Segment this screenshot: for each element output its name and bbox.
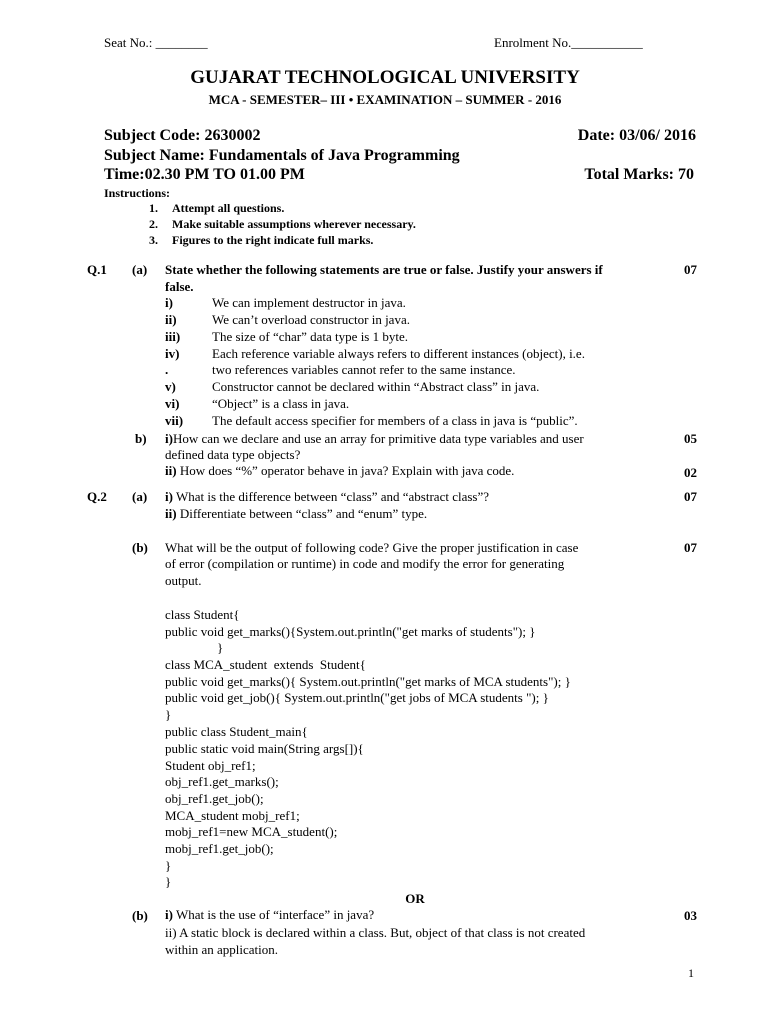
item-number: i) xyxy=(165,295,173,310)
code-line: public static void main(String args[]){ xyxy=(165,741,364,756)
code-line: } xyxy=(165,640,224,655)
marks: 07 xyxy=(684,489,697,504)
question-text: What will be the output of following code? Give the proper justification in case xyxy=(165,540,579,555)
marks: 07 xyxy=(684,540,697,555)
instruction-num: 3. xyxy=(149,233,158,247)
part-label: (b) xyxy=(132,908,148,923)
code-line: public void get_marks(){System.out.println("get marks of students"); } xyxy=(165,624,536,639)
marks: 05 xyxy=(684,431,697,446)
code-line: } xyxy=(165,707,172,722)
item-text: The default access specifier for members of a class in java is “public”. xyxy=(212,413,578,428)
item-number: iv) xyxy=(165,346,180,361)
sub-text: How does “%” operator behave in java? Explain with java code. xyxy=(176,463,515,478)
marks: 03 xyxy=(684,908,697,923)
sub-text: What is the difference between “class” and “abstract class”? xyxy=(172,489,490,504)
part-label: (a) xyxy=(132,262,148,277)
sub-label: ii) xyxy=(165,506,177,521)
code-line: Student obj_ref1; xyxy=(165,758,256,773)
item-number: . xyxy=(165,362,169,377)
page-number: 1 xyxy=(688,966,694,980)
question-text: ii) A static block is declared within a class. But, object of that class is not created xyxy=(165,925,586,940)
code-line: mobj_ref1=new MCA_student(); xyxy=(165,824,338,839)
item-number: v) xyxy=(165,379,176,394)
question-label: Q.2 xyxy=(87,489,107,504)
item-text: We can implement destructor in java. xyxy=(212,295,406,310)
instructions-heading: Instructions: xyxy=(104,186,171,200)
sub-text: How can we declare and use an array for primitive data type variables and user xyxy=(172,431,584,446)
question-text: within an application. xyxy=(165,942,279,957)
sub-label: i) xyxy=(165,489,173,504)
exam-title: MCA - SEMESTER– III • EXAMINATION – SUMMER - 2016 xyxy=(208,92,562,107)
total-marks: Total Marks: 70 xyxy=(584,166,694,183)
question-text: false. xyxy=(165,279,194,294)
code-line: mobj_ref1.get_job(); xyxy=(165,841,274,856)
or-separator: OR xyxy=(405,891,425,906)
instruction-num: 2. xyxy=(149,217,158,231)
item-number: vii) xyxy=(165,413,184,428)
item-text: We can’t overload constructor in java. xyxy=(212,312,410,327)
item-text: Each reference variable always refers to different instances (object), i.e. xyxy=(212,346,585,361)
subject-code: Subject Code: 2630002 xyxy=(104,127,261,144)
code-line: obj_ref1.get_job(); xyxy=(165,791,264,806)
code-line: public class Student_main{ xyxy=(165,724,308,739)
exam-time: Time:02.30 PM TO 01.00 PM xyxy=(104,166,305,183)
item-number: iii) xyxy=(165,329,181,344)
part-label: b) xyxy=(135,431,147,446)
exam-date: Date: 03/06/ 2016 xyxy=(577,127,696,144)
marks: 02 xyxy=(684,465,697,480)
question-text xyxy=(165,506,427,523)
question-text xyxy=(165,907,374,924)
subject-name: Subject Name: Fundamentals of Java Programming xyxy=(104,147,460,164)
code-line: } xyxy=(165,858,172,873)
question-text: defined data type objects? xyxy=(165,447,301,462)
seat-no: Seat No.: ________ xyxy=(104,35,208,50)
code-line: obj_ref1.get_marks(); xyxy=(165,774,279,789)
university-title: GUJARAT TECHNOLOGICAL UNIVERSITY xyxy=(190,67,580,88)
question-text xyxy=(165,431,584,448)
item-text: “Object” is a class in java. xyxy=(212,396,350,411)
question-text: State whether the following statements are true or false. Justify your answers if xyxy=(165,262,603,277)
part-label: (a) xyxy=(132,489,148,504)
instruction-text: Figures to the right indicate full marks. xyxy=(172,233,374,247)
instruction-text: Attempt all questions. xyxy=(172,201,285,215)
question-text xyxy=(165,463,514,480)
question-text xyxy=(165,489,489,506)
item-text: two references variables cannot refer to the same instance. xyxy=(212,362,516,377)
code-line: } xyxy=(165,874,172,889)
sub-label: ii) xyxy=(165,463,177,478)
item-text: The size of “char” data type is 1 byte. xyxy=(212,329,408,344)
question-label: Q.1 xyxy=(87,262,107,277)
instruction-num: 1. xyxy=(149,201,158,215)
item-text: Constructor cannot be declared within “Abstract class” in java. xyxy=(212,379,540,394)
code-line: public void get_job(){ System.out.println("get jobs of MCA students "); } xyxy=(165,690,549,705)
item-number: vi) xyxy=(165,396,180,411)
instruction-text: Make suitable assumptions wherever necessary. xyxy=(172,217,416,231)
code-line: MCA_student mobj_ref1; xyxy=(165,808,300,823)
sub-text: What is the use of “interface” in java? xyxy=(172,907,375,922)
sub-label: i) xyxy=(165,907,173,922)
marks: 07 xyxy=(684,262,697,277)
question-text: of error (compilation or runtime) in code and modify the error for generating xyxy=(165,556,565,571)
sub-label: i) xyxy=(165,431,173,446)
part-label: (b) xyxy=(132,540,148,555)
question-text: output. xyxy=(165,573,202,588)
code-line: public void get_marks(){ System.out.println("get marks of MCA students"); } xyxy=(165,674,571,689)
enrolment-no: Enrolment No.___________ xyxy=(494,35,643,50)
code-line: class Student{ xyxy=(165,607,240,622)
sub-text: Differentiate between “class” and “enum” type. xyxy=(176,506,428,521)
item-number: ii) xyxy=(165,312,177,327)
code-line: class MCA_student extends Student{ xyxy=(165,657,366,672)
